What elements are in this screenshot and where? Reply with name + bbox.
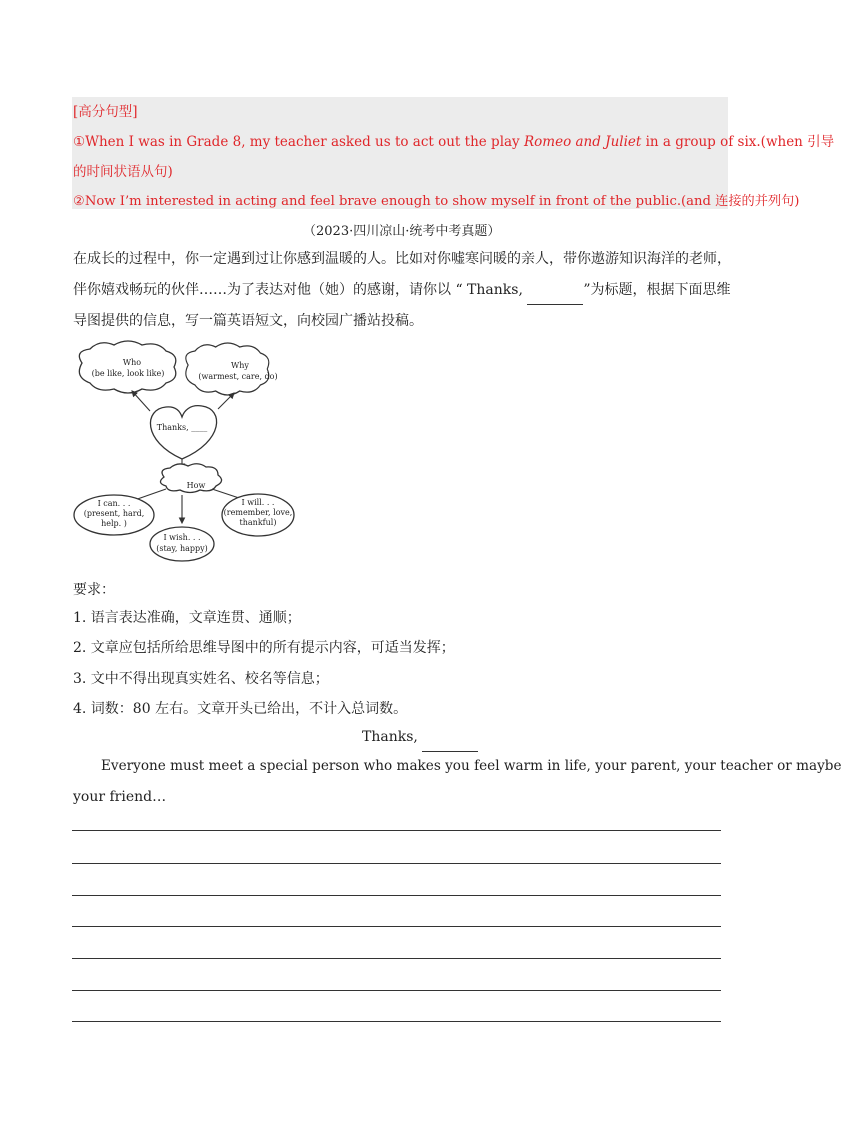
requirement-4: 4. 词数：80 左右。文章开头已给出，不计入总词数。 xyxy=(73,701,408,717)
answer-line[interactable] xyxy=(72,1021,721,1022)
source-label: （2023·四川凉山·统考中考真题） xyxy=(303,224,501,239)
tips-sentence-1-part-a: ①When I was in Grade 8, my teacher asked us to act out the play xyxy=(73,134,524,150)
tips-sentence-1-end: 的时间状语从句) xyxy=(73,164,173,180)
why-sub: (warmest, care, do) xyxy=(198,372,278,381)
answer-line[interactable] xyxy=(72,863,721,864)
wish-label: I wish. . . xyxy=(163,533,201,542)
title-blank xyxy=(527,290,583,305)
prompt-line-2-a: 伴你嬉戏畅玩的伙伴……为了表达对他（她）的感谢，请你以 “ Thanks, xyxy=(73,282,528,298)
wish-sub: (stay, happy) xyxy=(156,544,208,553)
prompt-line-3: 导图提供的信息，写一篇英语短文，向校园广播站投稿。 xyxy=(73,313,423,329)
essay-opening-1: Everyone must meet a special person who makes you feel warm in life, your parent, your teacher or maybe xyxy=(101,758,842,774)
tips-sentence-1-part-b: in a group of six.(when 引导 xyxy=(641,134,835,150)
essay-title-blank xyxy=(422,737,478,752)
will-label: I will. . . xyxy=(241,498,275,507)
center-heart xyxy=(150,406,216,459)
answer-line[interactable] xyxy=(72,990,721,991)
center-label: Thanks, ____ xyxy=(156,423,208,432)
requirements-label: 要求： xyxy=(73,582,115,598)
tips-heading: [高分句型] xyxy=(73,104,138,120)
answer-line[interactable] xyxy=(72,926,721,927)
play-title: Romeo and Juliet xyxy=(523,134,642,150)
can-sub-2: help. ) xyxy=(101,519,127,528)
essay-opening-2: your friend… xyxy=(73,789,167,805)
can-sub-1: (present, hard, xyxy=(83,509,145,518)
requirement-1: 1. 语言表达准确，文章连贯、通顺； xyxy=(73,610,301,626)
prompt-line-1: 在成长的过程中，你一定遇到过让你感到温暖的人。比如对你嘘寒问暖的亲人，带你遨游知识海洋的老师， xyxy=(73,251,731,267)
essay-title-text: Thanks, xyxy=(362,729,418,745)
requirement-2: 2. 文章应包括所给思维导图中的所有提示内容，可适当发挥； xyxy=(73,640,455,656)
how-label: How xyxy=(186,481,206,490)
requirement-3: 3. 文中不得出现真实姓名、校名等信息； xyxy=(73,671,329,687)
who-sub: (be like, look like) xyxy=(91,369,165,378)
answer-line[interactable] xyxy=(72,830,721,831)
can-label: I can. . . xyxy=(97,499,131,508)
prompt-line-2 xyxy=(73,275,731,305)
will-sub-2: thankful) xyxy=(239,518,277,527)
tips-sentence-2: ②Now I’m interested in acting and feel brave enough to show myself in front of the public.(and 连接的并列句) xyxy=(73,194,800,209)
tips-sentence-1 xyxy=(73,130,834,150)
who-cloud xyxy=(79,341,175,393)
why-cloud xyxy=(186,343,269,395)
why-label: Why xyxy=(231,361,249,370)
prompt-line-2-b: ”为标题，根据下面思维 xyxy=(583,282,731,298)
who-label: Who xyxy=(122,358,142,367)
answer-line[interactable] xyxy=(72,958,721,959)
essay-title xyxy=(362,722,478,752)
answer-line[interactable] xyxy=(72,895,721,896)
mind-map xyxy=(72,343,293,566)
will-sub-1: (remember, love, xyxy=(223,508,293,517)
